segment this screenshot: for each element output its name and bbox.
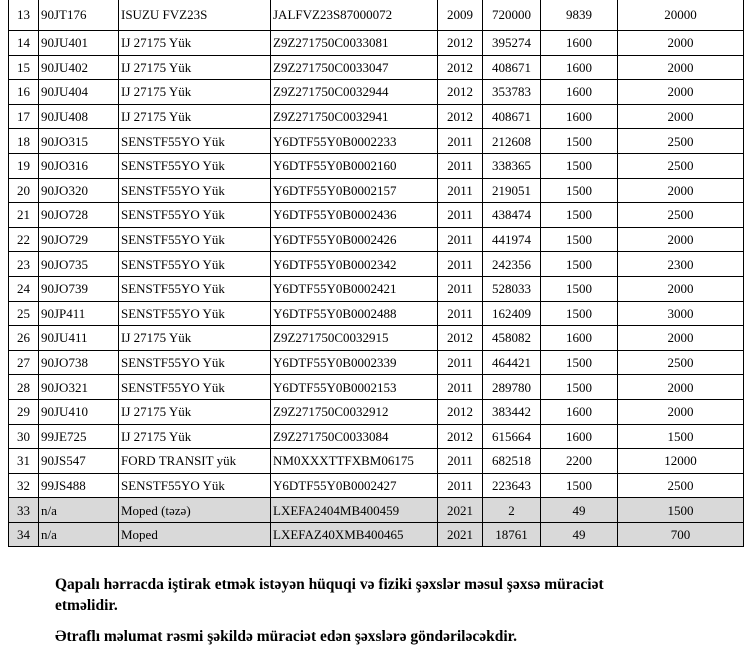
cell-plate: 90JO735 <box>39 252 119 277</box>
cell-engine_cc: 1600 <box>541 31 618 56</box>
cell-model: SENSTF55YO Yük <box>119 153 271 178</box>
cell-no: 14 <box>9 31 39 56</box>
cell-model: SENSTF55YO Yük <box>119 178 271 203</box>
cell-no: 33 <box>9 498 39 523</box>
cell-price: 2000 <box>618 399 744 424</box>
cell-price: 2500 <box>618 350 744 375</box>
cell-price: 2000 <box>618 178 744 203</box>
cell-plate: 90JU404 <box>39 80 119 105</box>
cell-price: 2000 <box>618 31 744 56</box>
cell-year: 2011 <box>438 178 483 203</box>
cell-no: 17 <box>9 104 39 129</box>
cell-price: 1500 <box>618 498 744 523</box>
vehicle-auction-table-wrap <box>8 0 744 547</box>
cell-year: 2011 <box>438 301 483 326</box>
cell-model: Moped (təzə) <box>119 498 271 523</box>
cell-plate: 90JT176 <box>39 0 119 31</box>
cell-vin: Z9Z271750C0033084 <box>271 424 438 449</box>
cell-year: 2009 <box>438 0 483 31</box>
table-row <box>9 350 744 375</box>
cell-year: 2012 <box>438 424 483 449</box>
cell-engine_cc: 9839 <box>541 0 618 31</box>
cell-vin: Z9Z271750C0033047 <box>271 55 438 80</box>
cell-vin: Y6DTF55Y0B0002436 <box>271 203 438 228</box>
cell-no: 31 <box>9 449 39 474</box>
cell-vin: Y6DTF55Y0B0002426 <box>271 227 438 252</box>
cell-engine_cc: 1600 <box>541 326 618 351</box>
cell-vin: Z9Z271750C0032941 <box>271 104 438 129</box>
table-row <box>9 0 744 31</box>
cell-year: 2011 <box>438 129 483 154</box>
cell-vin: LXEFA2404MB400459 <box>271 498 438 523</box>
cell-engine_cc: 1500 <box>541 276 618 301</box>
cell-no: 20 <box>9 178 39 203</box>
cell-year: 2011 <box>438 449 483 474</box>
footer-paragraph-line: Ətraflı məlumat rəsmi şəkildə müraciət edən şəxslərə göndəriləcəkdir. <box>55 628 517 645</box>
table-row <box>9 203 744 228</box>
cell-model: IJ 27175 Yük <box>119 31 271 56</box>
vehicle-auction-table <box>8 0 744 547</box>
cell-year: 2012 <box>438 80 483 105</box>
cell-model: ISUZU FVZ23S <box>119 0 271 31</box>
table-row <box>9 399 744 424</box>
cell-plate: 90JO739 <box>39 276 119 301</box>
cell-no: 21 <box>9 203 39 228</box>
cell-mileage: 408671 <box>483 104 541 129</box>
cell-mileage: 682518 <box>483 449 541 474</box>
footer-paragraph-info <box>55 626 705 647</box>
cell-no: 18 <box>9 129 39 154</box>
cell-price: 20000 <box>618 0 744 31</box>
cell-model: SENSTF55YO Yük <box>119 375 271 400</box>
cell-mileage: 441974 <box>483 227 541 252</box>
cell-price: 2000 <box>618 55 744 80</box>
cell-year: 2011 <box>438 276 483 301</box>
cell-no: 22 <box>9 227 39 252</box>
cell-engine_cc: 49 <box>541 522 618 547</box>
cell-plate: 90JO728 <box>39 203 119 228</box>
cell-model: FORD TRANSIT yük <box>119 449 271 474</box>
cell-plate: n/a <box>39 522 119 547</box>
cell-price: 2000 <box>618 227 744 252</box>
table-row <box>9 104 744 129</box>
table-row <box>9 252 744 277</box>
cell-engine_cc: 2200 <box>541 449 618 474</box>
cell-plate: 90JS547 <box>39 449 119 474</box>
cell-model: IJ 27175 Yük <box>119 424 271 449</box>
cell-engine_cc: 49 <box>541 498 618 523</box>
cell-vin: Y6DTF55Y0B0002488 <box>271 301 438 326</box>
table-row <box>9 55 744 80</box>
cell-plate: 99JS488 <box>39 473 119 498</box>
cell-plate: 90JO321 <box>39 375 119 400</box>
cell-price: 2500 <box>618 473 744 498</box>
cell-plate: n/a <box>39 498 119 523</box>
cell-engine_cc: 1600 <box>541 399 618 424</box>
cell-price: 700 <box>618 522 744 547</box>
cell-engine_cc: 1500 <box>541 227 618 252</box>
cell-engine_cc: 1500 <box>541 129 618 154</box>
cell-vin: Y6DTF55Y0B0002160 <box>271 153 438 178</box>
table-row <box>9 301 744 326</box>
cell-mileage: 223643 <box>483 473 541 498</box>
cell-year: 2011 <box>438 153 483 178</box>
cell-year: 2012 <box>438 31 483 56</box>
cell-year: 2011 <box>438 227 483 252</box>
cell-year: 2012 <box>438 104 483 129</box>
cell-mileage: 458082 <box>483 326 541 351</box>
cell-model: IJ 27175 Yük <box>119 55 271 80</box>
cell-year: 2011 <box>438 252 483 277</box>
cell-engine_cc: 1500 <box>541 350 618 375</box>
cell-vin: Y6DTF55Y0B0002157 <box>271 178 438 203</box>
cell-no: 24 <box>9 276 39 301</box>
cell-vin: JALFVZ23S87000072 <box>271 0 438 31</box>
table-row <box>9 153 744 178</box>
cell-vin: Z9Z271750C0033081 <box>271 31 438 56</box>
cell-price: 12000 <box>618 449 744 474</box>
cell-engine_cc: 1600 <box>541 80 618 105</box>
cell-engine_cc: 1600 <box>541 55 618 80</box>
cell-vin: Y6DTF55Y0B0002339 <box>271 350 438 375</box>
cell-plate: 90JU401 <box>39 31 119 56</box>
cell-no: 25 <box>9 301 39 326</box>
cell-price: 2000 <box>618 326 744 351</box>
cell-plate: 90JO316 <box>39 153 119 178</box>
cell-year: 2011 <box>438 203 483 228</box>
cell-price: 2500 <box>618 203 744 228</box>
cell-engine_cc: 1500 <box>541 203 618 228</box>
footer-paragraph-participation <box>55 574 705 616</box>
table-row <box>9 276 744 301</box>
cell-price: 2000 <box>618 276 744 301</box>
table-row <box>9 375 744 400</box>
cell-price: 2000 <box>618 104 744 129</box>
cell-plate: 90JU408 <box>39 104 119 129</box>
cell-model: SENSTF55YO Yük <box>119 473 271 498</box>
cell-vin: Z9Z271750C0032912 <box>271 399 438 424</box>
table-row <box>9 129 744 154</box>
cell-no: 16 <box>9 80 39 105</box>
cell-model: SENSTF55YO Yük <box>119 350 271 375</box>
cell-mileage: 219051 <box>483 178 541 203</box>
cell-price: 2000 <box>618 375 744 400</box>
cell-vin: Z9Z271750C0032944 <box>271 80 438 105</box>
cell-model: IJ 27175 Yük <box>119 104 271 129</box>
cell-mileage: 408671 <box>483 55 541 80</box>
cell-no: 28 <box>9 375 39 400</box>
cell-mileage: 395274 <box>483 31 541 56</box>
cell-plate: 90JP411 <box>39 301 119 326</box>
cell-vin: Y6DTF55Y0B0002421 <box>271 276 438 301</box>
cell-no: 32 <box>9 473 39 498</box>
cell-year: 2021 <box>438 522 483 547</box>
cell-model: SENSTF55YO Yük <box>119 276 271 301</box>
cell-price: 2300 <box>618 252 744 277</box>
footer-paragraph-line: Qapalı hərracda iştirak etmək istəyən hüquqi və fiziki şəxslər məsul şəxsə müraciət <box>55 576 604 593</box>
cell-no: 23 <box>9 252 39 277</box>
table-row <box>9 31 744 56</box>
cell-plate: 90JU410 <box>39 399 119 424</box>
cell-no: 13 <box>9 0 39 31</box>
cell-price: 2500 <box>618 129 744 154</box>
table-row <box>9 80 744 105</box>
cell-vin: LXEFAZ40XMB400465 <box>271 522 438 547</box>
cell-model: SENSTF55YO Yük <box>119 252 271 277</box>
cell-price: 3000 <box>618 301 744 326</box>
cell-engine_cc: 1500 <box>541 153 618 178</box>
cell-mileage: 18761 <box>483 522 541 547</box>
cell-engine_cc: 1500 <box>541 301 618 326</box>
cell-mileage: 353783 <box>483 80 541 105</box>
cell-no: 30 <box>9 424 39 449</box>
cell-no: 27 <box>9 350 39 375</box>
cell-model: SENSTF55YO Yük <box>119 301 271 326</box>
cell-plate: 90JU402 <box>39 55 119 80</box>
table-row <box>9 227 744 252</box>
cell-model: SENSTF55YO Yük <box>119 227 271 252</box>
cell-vin: Y6DTF55Y0B0002153 <box>271 375 438 400</box>
cell-price: 1500 <box>618 424 744 449</box>
cell-engine_cc: 1600 <box>541 104 618 129</box>
cell-no: 15 <box>9 55 39 80</box>
cell-vin: Z9Z271750C0032915 <box>271 326 438 351</box>
cell-engine_cc: 1600 <box>541 424 618 449</box>
cell-no: 26 <box>9 326 39 351</box>
cell-year: 2011 <box>438 473 483 498</box>
cell-mileage: 615664 <box>483 424 541 449</box>
cell-mileage: 720000 <box>483 0 541 31</box>
cell-model: IJ 27175 Yük <box>119 326 271 351</box>
cell-mileage: 338365 <box>483 153 541 178</box>
cell-year: 2012 <box>438 326 483 351</box>
table-row <box>9 473 744 498</box>
cell-year: 2012 <box>438 399 483 424</box>
table-row <box>9 498 744 523</box>
cell-engine_cc: 1500 <box>541 178 618 203</box>
cell-model: SENSTF55YO Yük <box>119 203 271 228</box>
cell-plate: 90JO315 <box>39 129 119 154</box>
cell-year: 2011 <box>438 375 483 400</box>
cell-no: 19 <box>9 153 39 178</box>
cell-year: 2012 <box>438 55 483 80</box>
cell-vin: Y6DTF55Y0B0002427 <box>271 473 438 498</box>
cell-model: IJ 27175 Yük <box>119 80 271 105</box>
cell-mileage: 2 <box>483 498 541 523</box>
table-row <box>9 326 744 351</box>
cell-price: 2000 <box>618 80 744 105</box>
cell-plate: 90JO729 <box>39 227 119 252</box>
table-row <box>9 449 744 474</box>
cell-mileage: 289780 <box>483 375 541 400</box>
table-row <box>9 522 744 547</box>
cell-mileage: 464421 <box>483 350 541 375</box>
cell-price: 2500 <box>618 153 744 178</box>
cell-model: Moped <box>119 522 271 547</box>
cell-model: SENSTF55YO Yük <box>119 129 271 154</box>
cell-plate: 90JO320 <box>39 178 119 203</box>
cell-plate: 99JE725 <box>39 424 119 449</box>
cell-no: 34 <box>9 522 39 547</box>
cell-vin: Y6DTF55Y0B0002342 <box>271 252 438 277</box>
cell-mileage: 438474 <box>483 203 541 228</box>
cell-engine_cc: 1500 <box>541 375 618 400</box>
cell-mileage: 242356 <box>483 252 541 277</box>
table-body <box>9 0 744 547</box>
cell-plate: 90JO738 <box>39 350 119 375</box>
footer-paragraph-line: etməlidir. <box>55 597 118 614</box>
cell-plate: 90JU411 <box>39 326 119 351</box>
cell-mileage: 528033 <box>483 276 541 301</box>
cell-vin: Y6DTF55Y0B0002233 <box>271 129 438 154</box>
cell-mileage: 212608 <box>483 129 541 154</box>
cell-engine_cc: 1500 <box>541 473 618 498</box>
table-row <box>9 178 744 203</box>
cell-year: 2011 <box>438 350 483 375</box>
cell-year: 2021 <box>438 498 483 523</box>
table-row <box>9 424 744 449</box>
cell-engine_cc: 1500 <box>541 252 618 277</box>
cell-mileage: 162409 <box>483 301 541 326</box>
cell-no: 29 <box>9 399 39 424</box>
cell-model: IJ 27175 Yük <box>119 399 271 424</box>
cell-mileage: 383442 <box>483 399 541 424</box>
cell-vin: NM0XXXTTFXBM06175 <box>271 449 438 474</box>
